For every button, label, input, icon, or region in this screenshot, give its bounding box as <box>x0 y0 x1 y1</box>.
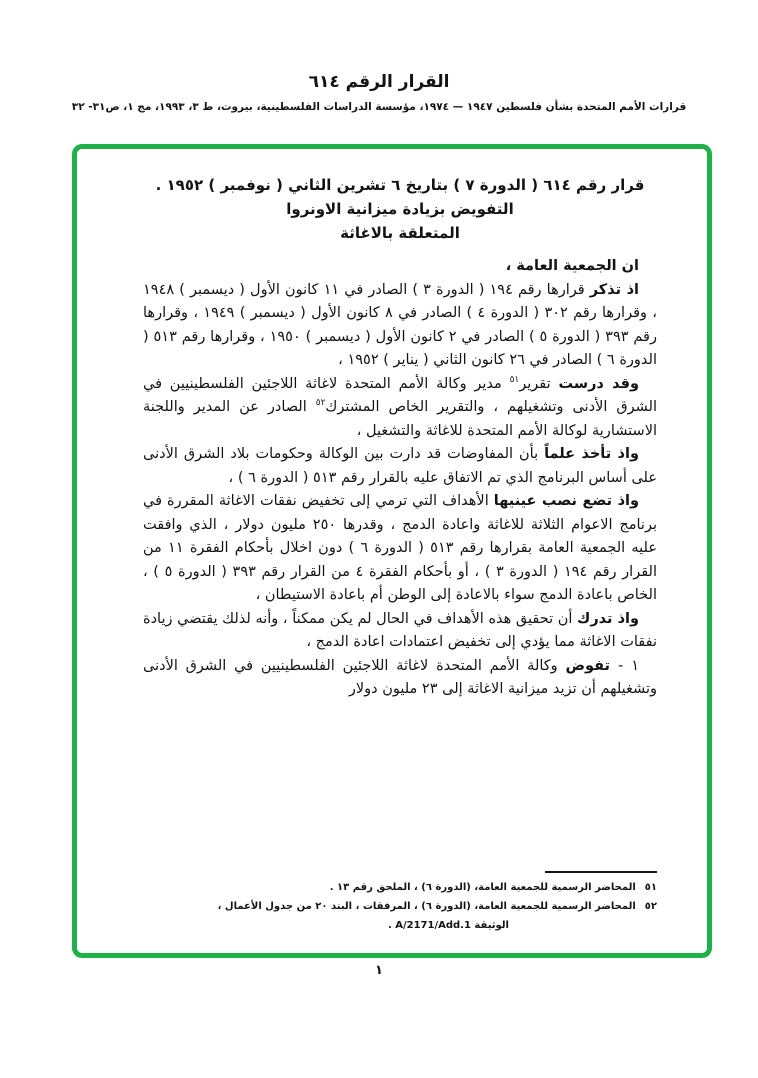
paragraph-noting <box>143 443 657 490</box>
item-number: ١ - <box>618 657 639 674</box>
page-number: ١ <box>375 963 383 978</box>
resolution-heading-line1: قرار رقم ٦١٤ ( الدورة ٧ ) بتاريخ ٦ تشرين الثاني ( نوفمبر ) ١٩٥٢ . <box>155 176 645 194</box>
paragraph-lead: اذ تذكر <box>589 281 639 298</box>
paragraph-recalling <box>143 279 657 373</box>
opening-line: ان الجمعية العامة ، <box>505 258 639 274</box>
resolution-border-box <box>72 144 712 958</box>
footnote-marker: ٥١ <box>644 882 657 893</box>
resolution-body <box>143 255 657 702</box>
paragraph-text: بأن المفاوضات قد دارت بين الوكالة وحكومات بلاد الشرق الأدنى على أساس البرنامج الذي تم الاتفاق عليه بالقرار رقم ٥١٣ ( الدورة ٦ ) ، <box>143 446 657 486</box>
paragraph-text: تقرير <box>519 375 559 392</box>
paragraph-text: وكالة الأمم المتحدة لاغاثة اللاجئين الفلسطينيين في الشرق الأدنى وتشغيلهم أن تزيد ميزانية الاغاثة إلى ٢٣ مليون دولار <box>143 657 657 697</box>
footnote-51 <box>143 880 657 896</box>
paragraph-studied <box>143 373 657 444</box>
paragraph-bearing-in-mind <box>143 490 657 608</box>
footnote-block <box>143 871 657 937</box>
footnote-marker: ٥٢ <box>644 901 657 912</box>
page-title: القرار الرقم ٦١٤ <box>308 72 450 92</box>
footnote-text: المحاضر الرسمية للجمعية العامة، (الدورة ٦) ، الملحق رقم ١٣ . <box>329 882 636 893</box>
footnote-ref-51: ٥١ <box>509 374 520 385</box>
paragraph-text: أن تحقيق هذه الأهداف في الحال لم يكن ممكناً ، وأنه لذلك يقتضي زيادة نفقات الاغاثة مما يؤدي إلى تخفيض اعتمادات اعادة الدمج ، <box>143 610 657 650</box>
paragraph-lead: واذ تدرك <box>577 610 639 627</box>
footnote-separator <box>545 871 657 873</box>
paragraph-text: قرارها رقم ١٩٤ ( الدورة ٣ ) الصادر في ١١ كانون الأول ( ديسمبر ) ١٩٤٨ ، وقرارها رقم ٣٠٢ ( الدورة ٤ ) الصادر في ٨ كانون الأول ( ديسمبر ) ١٩٤٩ ، وقرارها رقم ٣٩٣ ( الدورة ٥ ) الصادر في ٢ كانون الأول ( ديسمبر ) ١٩٥٠ ، وقرارها رقم ٥١٣ ( الدورة ٦ ) الصادر في ٢٦ كانون الثاني ( يناير ) ١٩٥٢ ، <box>143 281 657 368</box>
footnote-ref-52: ٥٢ <box>315 398 326 409</box>
resolution-heading-line3: المتعلقة بالاغاثة <box>340 224 460 242</box>
source-citation-line: قرارات الأمم المتحدة بشأن فلسطين ١٩٤٧ — ١٩٧٤، مؤسسة الدراسات الفلسطينية، بيروت، ط ٣، ١٩٩٣، مج ١، ص٣١- ٣٢ <box>71 101 687 113</box>
paragraph-operative-1 <box>143 655 657 702</box>
paragraph-recognizing <box>143 608 657 655</box>
paragraph-text: الأهداف التي ترمي إلى تخفيض نفقات الاغاثة المقررة في برنامج الاعوام الثلاثة للاغاثة واعادة الدمج ، وقدرها ٢٥٠ مليون دولار ، الذي وافقت عليه الجمعية العامة بقرارها رقم ٥١٣ ( الدورة ٦ ) دون اخلال بأحكام الفقرة ١١ من القرار رقم ١٩٤ ( الدورة ٣ ) ، أو بأحكام الفقرة ٤ من القرار رقم ٣٩٣ ( الدورة ٥ ) ، الخاص باعادة الدمج سواء بالاعادة إلى الوطن أم باعادة الاستيطان ، <box>143 493 657 603</box>
resolution-heading-line2: التفويض بزيادة ميزانية الاونروا <box>286 200 514 218</box>
footnote-52 <box>143 899 657 915</box>
paragraph-lead: واذ تأخذ علماً <box>544 446 639 462</box>
paragraph-lead: تفوض <box>565 657 619 674</box>
paragraph-lead: وقد درست <box>558 375 639 392</box>
paragraph-text: مدير وكالة الأمم المتحدة لاغاثة اللاجئين الفلسطينيين في الشرق الأدنى وتشغيلهم ، والتقرير الخاص المشترك <box>143 375 657 415</box>
footnote-text: المحاضر الرسمية للجمعية العامة، (الدورة ٦) ، المرفقات ، البند ٢٠ من جدول الأعمال ، <box>217 901 636 912</box>
footnote-52-continuation: الوثيقة A/2171/Add.1 . <box>387 920 509 931</box>
resolution-heading <box>143 173 657 245</box>
paragraph-lead: واذ تضع نصب عينيها <box>493 493 639 509</box>
paragraph-text: الصادر عن المدير واللجنة الاستشارية لوكالة الأمم المتحدة للاغاثة والتشغيل ، <box>143 399 657 439</box>
